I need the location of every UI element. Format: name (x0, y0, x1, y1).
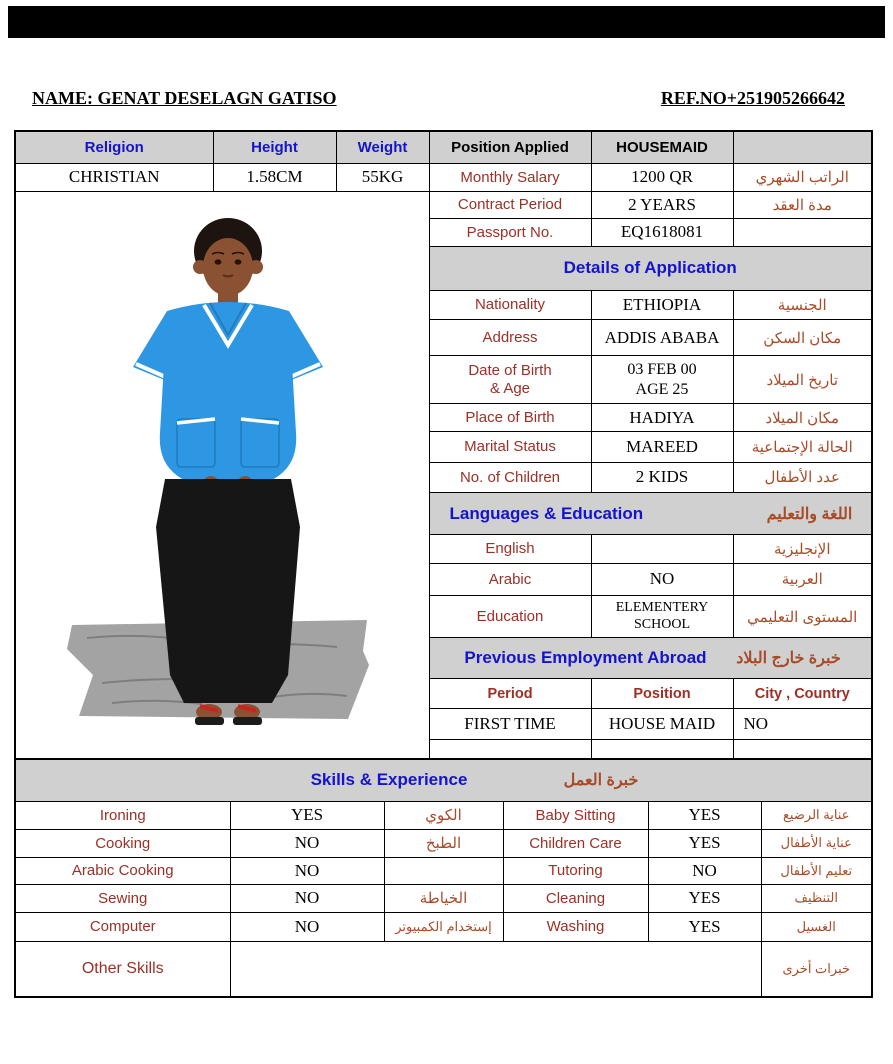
children-care-label: Children Care (503, 829, 648, 857)
place-of-birth-value: HADIYA (591, 403, 733, 431)
contract-period-label: Contract Period (429, 191, 591, 218)
position-value: HOUSEMAID (591, 131, 733, 163)
previous-employment-title: Previous Employment Abroad (464, 648, 707, 668)
applicant-name: NAME: GENAT DESELAGN GATISO (32, 88, 337, 108)
weight-header: Weight (336, 131, 429, 163)
children-label: No. of Children (429, 462, 591, 492)
document-header (0, 88, 893, 109)
redacted-header-bar (8, 6, 885, 38)
dob-age-label: Date of Birth & Age (429, 356, 591, 404)
employment-position-value: HOUSE MAID (591, 709, 733, 739)
nationality-value: ETHIOPIA (591, 290, 733, 319)
education-value: ELEMENTERY SCHOOL (591, 595, 733, 637)
arabic-cooking-label: Arabic Cooking (15, 857, 230, 884)
skirt (156, 479, 300, 703)
monthly-salary-arabic: الراتب الشهري (733, 163, 872, 191)
skills-row-computer-washing (15, 912, 872, 941)
dob-arabic: تاريخ الميلاد (733, 356, 872, 404)
cooking-value: NO (230, 829, 384, 857)
cleaning-value: YES (648, 884, 761, 912)
baby-sitting-arabic: عناية الرضيع (761, 801, 872, 829)
employment-city-value: NO (733, 709, 872, 739)
height-header: Height (213, 131, 336, 163)
education-label: Education (429, 595, 591, 637)
employment-period-value: FIRST TIME (429, 709, 591, 739)
baby-sitting-label: Baby Sitting (503, 801, 648, 829)
sewing-label: Sewing (15, 884, 230, 912)
tutoring-value: NO (648, 857, 761, 884)
arabic-cooking-arabic (384, 857, 503, 884)
computer-arabic: إستخدام الكمبيوتر (384, 912, 503, 941)
position-applied-header: Position Applied (429, 131, 591, 163)
religion-header: Religion (15, 131, 213, 163)
baby-sitting-value: YES (648, 801, 761, 829)
languages-education-title: Languages & Education (449, 503, 644, 523)
children-arabic: عدد الأطفال (733, 462, 872, 492)
english-value (591, 535, 733, 563)
cleaning-arabic: التنظيف (761, 884, 872, 912)
monthly-salary-value: 1200 QR (591, 163, 733, 191)
empty-header-cell (733, 131, 872, 163)
computer-value: NO (230, 912, 384, 941)
nationality-label: Nationality (429, 290, 591, 319)
skills-table (14, 758, 873, 998)
address-arabic: مكان السكن (733, 319, 872, 355)
other-skills-row (15, 941, 872, 997)
religion-value: CHRISTIAN (15, 163, 213, 191)
ironing-label: Ironing (15, 801, 230, 829)
arabic-label: Arabic (429, 563, 591, 595)
arabic-value: NO (591, 563, 733, 595)
city-country-header: City , Country (733, 678, 872, 708)
marital-status-arabic: الحالة الإجتماعية (733, 432, 872, 462)
dob-age-value: 03 FEB 00 AGE 25 (591, 356, 733, 404)
skills-row-sewing-cleaning (15, 884, 872, 912)
marital-status-value: MAREED (591, 432, 733, 462)
skills-title: Skills & Experience (310, 770, 468, 790)
marital-status-label: Marital Status (429, 432, 591, 462)
other-skills-value (230, 941, 761, 997)
place-of-birth-label: Place of Birth (429, 403, 591, 431)
washing-arabic: الغسيل (761, 912, 872, 941)
english-arabic: الإنجليزية (733, 535, 872, 563)
nationality-arabic: الجنسية (733, 290, 872, 319)
washing-label: Washing (503, 912, 648, 941)
applicant-details-table (14, 130, 873, 767)
children-care-value: YES (648, 829, 761, 857)
face (203, 238, 253, 296)
ironing-arabic: الكوي (384, 801, 503, 829)
other-skills-label: Other Skills (15, 941, 230, 997)
contract-period-arabic: مدة العقد (733, 191, 872, 218)
skills-row-cooking-childrencare (15, 829, 872, 857)
previous-employment-title-arabic: خبرة خارج البلاد (736, 650, 841, 668)
education-arabic: المستوى التعليمي (733, 595, 872, 637)
tutoring-arabic: تعليم الأطفال (761, 857, 872, 884)
ironing-value: YES (230, 801, 384, 829)
computer-label: Computer (15, 912, 230, 941)
reference-number: REF.NO+251905266642 (660, 88, 845, 108)
basic-info-row (15, 163, 872, 191)
address-label: Address (429, 319, 591, 355)
applicant-photo (17, 193, 427, 759)
languages-education-title-arabic: اللغة والتعليم (766, 505, 853, 523)
skills-row-arabiccooking-tutoring (15, 857, 872, 884)
children-care-arabic: عناية الأطفال (761, 829, 872, 857)
contract-period-row (15, 191, 872, 218)
tutoring-label: Tutoring (503, 857, 648, 884)
details-of-application-title: Details of Application (429, 247, 872, 290)
weight-value: 55KG (336, 163, 429, 191)
height-value: 1.58CM (213, 163, 336, 191)
skills-row-ironing-babysitting (15, 801, 872, 829)
cooking-arabic: الطبخ (384, 829, 503, 857)
skills-header-row (15, 759, 872, 801)
table-header-row (15, 131, 872, 163)
sandals (195, 717, 224, 725)
contract-period-value: 2 YEARS (591, 191, 733, 218)
uniform-right-pocket (241, 419, 279, 467)
other-skills-arabic: خبرات أخرى (761, 941, 872, 997)
washing-value: YES (648, 912, 761, 941)
uniform-left-pocket (177, 419, 215, 467)
passport-value: EQ1618081 (591, 218, 733, 246)
children-value: 2 KIDS (591, 462, 733, 492)
place-of-birth-arabic: مكان الميلاد (733, 403, 872, 431)
monthly-salary-label: Monthly Salary (429, 163, 591, 191)
arabic-arabic: العربية (733, 563, 872, 595)
address-value: ADDIS ABABA (591, 319, 733, 355)
arabic-cooking-value: NO (230, 857, 384, 884)
position-header: Position (591, 678, 733, 708)
sewing-arabic: الخياطة (384, 884, 503, 912)
cooking-label: Cooking (15, 829, 230, 857)
cleaning-label: Cleaning (503, 884, 648, 912)
sewing-value: NO (230, 884, 384, 912)
applicant-photo-cell (15, 191, 429, 766)
skills-title-arabic: خبرة العمل (563, 772, 639, 790)
passport-label: Passport No. (429, 218, 591, 246)
period-header: Period (429, 678, 591, 708)
english-label: English (429, 535, 591, 563)
passport-arabic (733, 218, 872, 246)
